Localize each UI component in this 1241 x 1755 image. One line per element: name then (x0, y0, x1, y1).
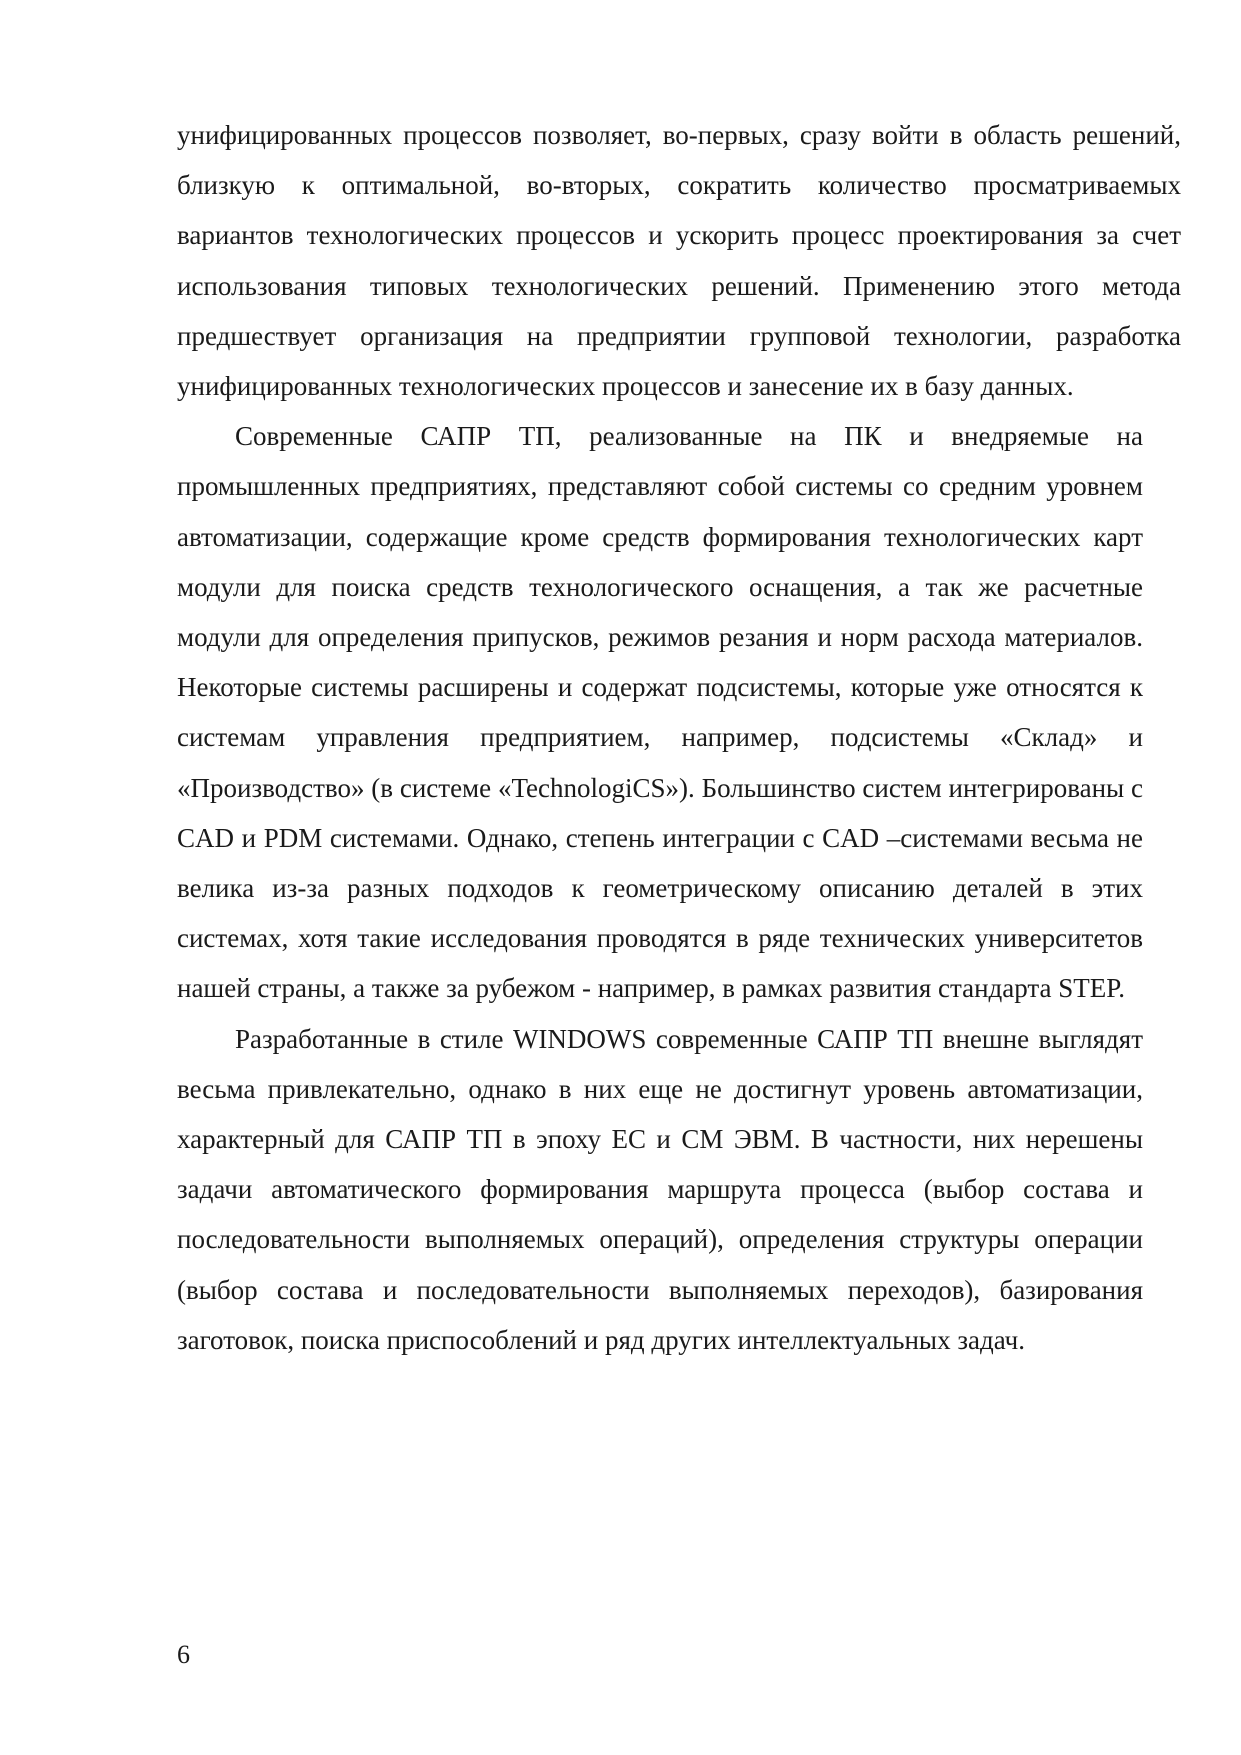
paragraph-3: Разработанные в стиле WINDOWS современные САПР ТП внешне выглядят весьма привлекательно, однако в них еще не достигнут уровень автоматизации, характерный для САПР ТП в эпоху ЕС и СМ ЭВМ. В частности, них нерешены задачи автоматического формирования маршрута процесса (выбор состава и последовательности выполняемых операций), определения структуры операции (выбор состава и последовательности выполняемых переходов), базирования заготовок, поиска приспособлений и ряд других интеллектуальных задач. (177, 1023, 1143, 1355)
page-number: 6 (177, 1640, 190, 1669)
paragraph-1: унифицированных процессов позволяет, во-первых, сразу войти в область решений, близкую к оптимальной, во-вторых, сократить количество просматриваемых вариантов технологических процессов и ускорить процесс проектирования за счет использования типовых технологических решений. Применению этого метода предшествует организация на предприятии групповой технологии, разработка унифицированных технологических процессов и занесение их в базу данных. (177, 120, 1181, 402)
body-text (177, 110, 1181, 1365)
paragraph-2: Современные САПР ТП, реализованные на ПК и внедряемые на промышленных предприятиях, представляют собой системы со средним уровнем автоматизации, содержащие кроме средств формирования технологических карт модули для поиска средств технологического оснащения, а так же расчетные модули для определения припусков, режимов резания и норм расхода материалов. Некоторые системы расширены и содержат подсистемы, которые уже относятся к системам управления предприятием, например, подсистемы «Склад» и «Производство» (в системе «TechnologiCS»). Большинство систем интегрированы с CAD и PDM системами. Однако, степень интеграции с CAD –системами весьма не велика из-за разных подходов к геометрическому описанию деталей в этих системах, хотя такие исследования проводятся в ряде технических университетов нашей страны, а также за рубежом - например, в рамках развития стандарта STEP. (177, 421, 1143, 1004)
